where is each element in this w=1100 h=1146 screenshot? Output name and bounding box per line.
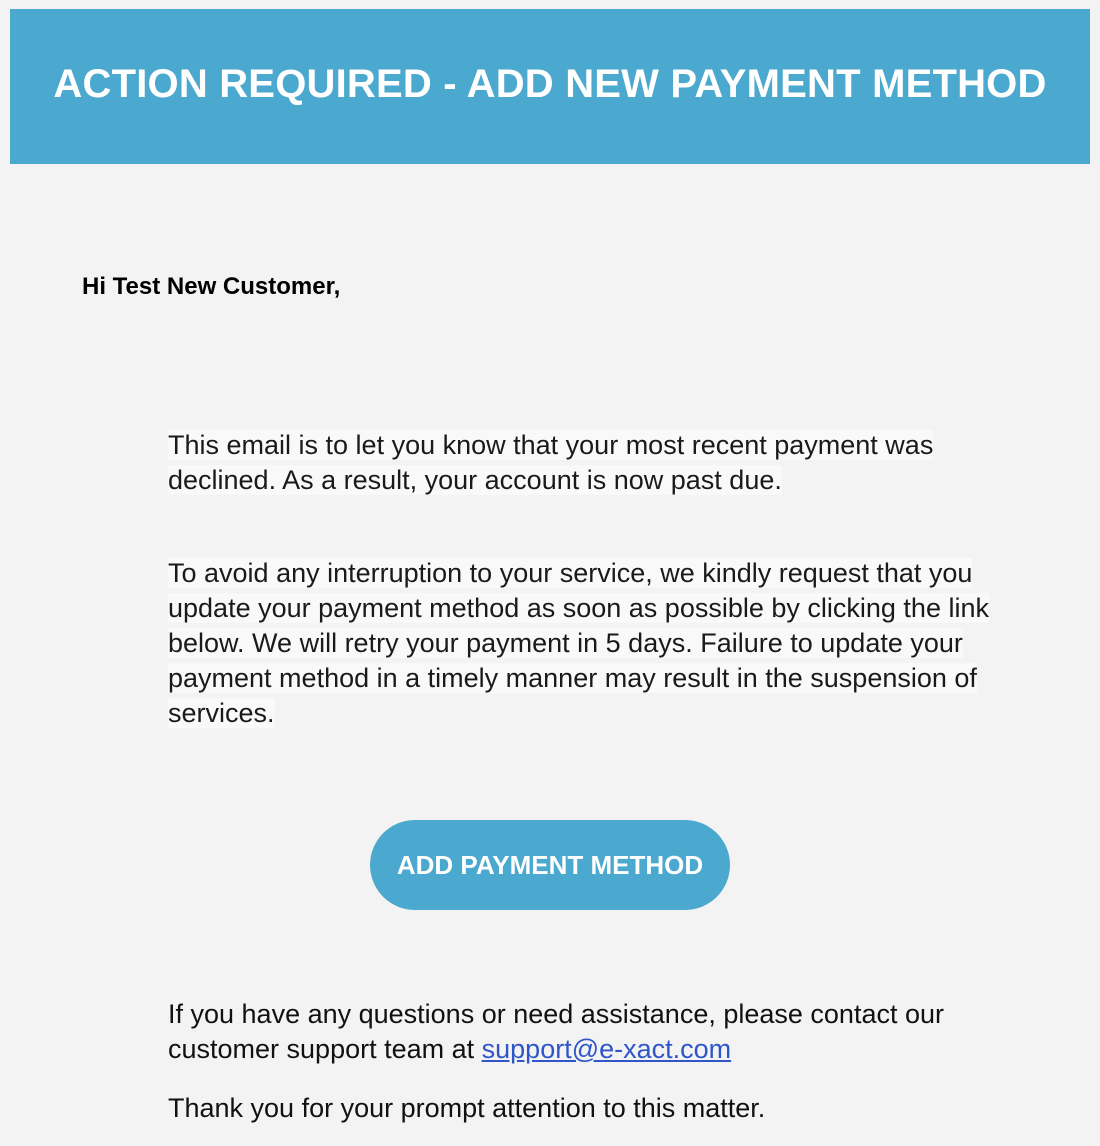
support-email-link[interactable]: support@e-xact.com [481,1034,732,1064]
greeting: Hi Test New Customer, [82,273,341,300]
header-banner [10,9,1090,164]
update-request-paragraph [168,556,998,731]
declined-notice-paragraph [168,428,998,498]
support-paragraph [168,997,998,1067]
support-text: If you have any questions or need assistance, please contact our customer support team at [168,999,944,1064]
declined-notice-text: This email is to let you know that your most recent payment was declined. As a result, your account is now past due. [168,430,934,495]
closing-line: Thank you for your prompt attention to this matter. [168,1093,766,1123]
add-payment-method-button[interactable]: ADD PAYMENT METHOD [370,820,730,910]
update-request-text: To avoid any interruption to your service, we kindly request that you update your payment method as soon as possible by clicking the link below. We will retry your payment in 5 days. Failure to update your payment method in a timely manner may result in the suspension of services. [168,558,989,728]
email-title: ACTION REQUIRED - ADD NEW PAYMENT METHOD [53,62,1047,106]
